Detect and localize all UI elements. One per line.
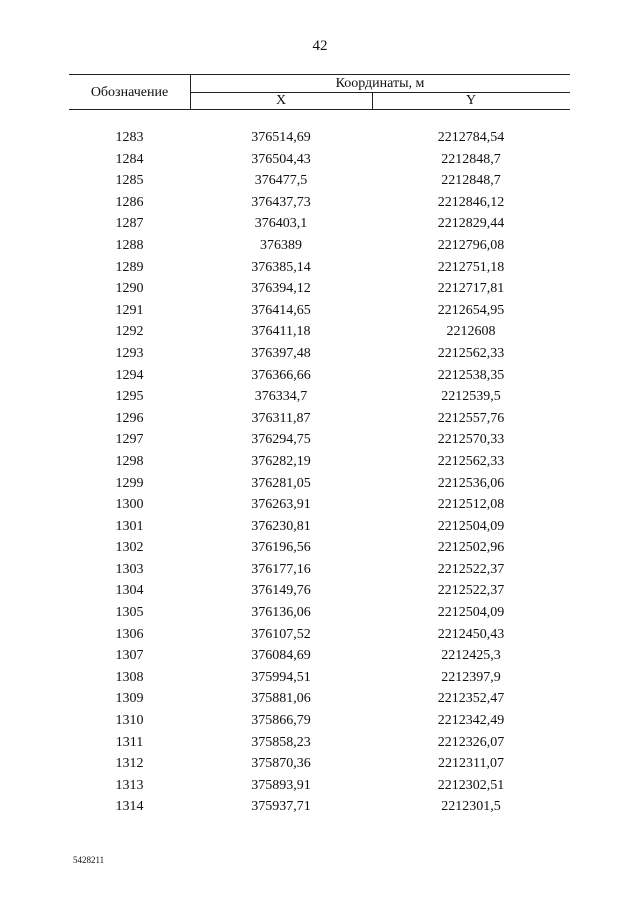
table-row <box>69 559 570 581</box>
table-row <box>69 192 570 214</box>
table-header-bottom-rule <box>69 109 570 110</box>
cell-x: 376514,69 <box>251 130 311 145</box>
cell-designation: 1287 <box>115 216 144 232</box>
cell-x: 376389 <box>260 237 302 253</box>
table-row <box>69 278 570 300</box>
cell-designation: 1297 <box>115 432 144 448</box>
document-code: 5428211 <box>73 855 105 865</box>
cell-designation: 1311 <box>115 734 144 750</box>
cell-designation: 1302 <box>115 540 144 556</box>
cell-y: 2212512,08 <box>437 497 505 513</box>
table-row <box>69 235 570 257</box>
cell-designation: 1308 <box>115 669 144 685</box>
cell-x: 376504,43 <box>251 151 311 167</box>
cell-y: 2212504,09 <box>437 518 505 534</box>
table-row <box>69 473 570 495</box>
table-row <box>69 494 570 516</box>
table-row <box>69 321 570 343</box>
cell-x: 375858,23 <box>251 734 311 750</box>
cell-x: 376196,56 <box>251 540 311 556</box>
cell-designation: 1300 <box>115 497 144 513</box>
cell-x: 376136,06 <box>251 605 311 621</box>
cell-x: 376282,19 <box>251 453 311 469</box>
table-row <box>69 732 570 754</box>
cell-y: 2212539,5 <box>441 389 501 405</box>
cell-designation: 1288 <box>115 237 144 253</box>
cell-x: 376084,69 <box>251 648 311 664</box>
cell-x: 375866,79 <box>251 713 311 729</box>
cell-x: 376411,18 <box>251 324 311 340</box>
cell-y: 2212301,5 <box>441 799 501 815</box>
cell-y: 2212751,18 <box>437 259 505 275</box>
cell-x: 375994,51 <box>251 669 311 685</box>
cell-y: 2212538,35 <box>437 367 505 383</box>
table-row <box>69 537 570 559</box>
cell-x: 375937,71 <box>251 799 311 815</box>
table-row <box>69 688 570 710</box>
cell-designation: 1305 <box>115 605 144 621</box>
table-row <box>69 300 570 322</box>
cell-designation: 1299 <box>115 475 144 491</box>
table-row <box>69 429 570 451</box>
cell-x: 375881,06 <box>251 691 311 707</box>
cell-y: 2212829,44 <box>437 216 505 232</box>
table-row <box>69 408 570 430</box>
cell-x: 375870,36 <box>251 756 311 772</box>
table-row <box>69 170 570 192</box>
table-row <box>69 451 570 473</box>
cell-y: 2212504,09 <box>437 605 505 621</box>
table-row <box>69 753 570 775</box>
cell-designation: 1306 <box>115 626 144 642</box>
cell-designation: 1289 <box>115 259 144 275</box>
cell-x: 376230,81 <box>251 518 311 534</box>
cell-designation: 1298 <box>115 453 144 469</box>
cell-designation: 1301 <box>115 518 144 534</box>
table-row <box>69 667 570 689</box>
table-row <box>69 127 570 149</box>
table-row <box>69 343 570 365</box>
table-row <box>69 645 570 667</box>
cell-designation: 1296 <box>115 410 144 426</box>
cell-y: 2212425,3 <box>441 648 501 664</box>
table-row <box>69 602 570 624</box>
table-row <box>69 516 570 538</box>
cell-designation: 1284 <box>115 151 144 167</box>
cell-x: 376311,87 <box>251 410 311 426</box>
cell-y: 2212848,7 <box>441 151 501 167</box>
cell-designation: 1292 <box>115 324 144 340</box>
header-y: Y <box>465 93 477 108</box>
cell-designation: 1312 <box>115 756 144 772</box>
cell-y: 2212846,12 <box>437 194 505 210</box>
cell-x: 375893,91 <box>251 777 311 793</box>
cell-x: 376366,66 <box>251 367 311 383</box>
cell-x: 376394,12 <box>251 281 311 297</box>
cell-x: 376263,91 <box>251 497 311 513</box>
page-number: 42 <box>312 38 328 54</box>
cell-x: 376294,75 <box>251 432 311 448</box>
cell-x: 376477,5 <box>254 173 308 189</box>
cell-designation: 1295 <box>115 389 144 405</box>
cell-x: 376414,65 <box>251 302 311 318</box>
cell-designation: 1304 <box>115 583 144 599</box>
cell-y: 2212562,33 <box>437 453 505 469</box>
cell-y: 2212784,54 <box>437 130 505 145</box>
header-x: X <box>275 93 287 108</box>
table-row <box>69 386 570 408</box>
cell-designation: 1303 <box>115 561 144 577</box>
cell-y: 2212352,47 <box>437 691 505 707</box>
cell-y: 2212522,37 <box>437 561 505 577</box>
cell-y: 2212848,7 <box>441 173 501 189</box>
cell-y: 2212570,33 <box>437 432 505 448</box>
cell-x: 376149,76 <box>251 583 311 599</box>
cell-designation: 1283 <box>115 130 144 145</box>
table-row <box>69 149 570 171</box>
cell-y: 2212557,76 <box>437 410 505 426</box>
cell-x: 376437,73 <box>251 194 311 210</box>
cell-y: 2212522,37 <box>437 583 505 599</box>
cell-y: 2212326,07 <box>437 734 505 750</box>
cell-y: 2212450,43 <box>437 626 505 642</box>
cell-x: 376397,48 <box>251 345 311 361</box>
table-body <box>69 127 570 818</box>
cell-designation: 1294 <box>115 367 144 383</box>
table-row <box>69 775 570 797</box>
table-row <box>69 796 570 818</box>
cell-y: 2212502,96 <box>437 540 505 556</box>
cell-x: 376177,16 <box>251 561 311 577</box>
cell-y: 2212536,06 <box>437 475 505 491</box>
cell-y: 2212796,08 <box>437 237 505 253</box>
cell-designation: 1307 <box>115 648 144 664</box>
cell-designation: 1286 <box>115 194 144 210</box>
cell-y: 2212717,81 <box>437 281 505 297</box>
table-row <box>69 580 570 602</box>
cell-designation: 1285 <box>115 173 144 189</box>
cell-x: 376107,52 <box>251 626 311 642</box>
cell-y: 2212562,33 <box>437 345 505 361</box>
header-designation: Обозначение <box>90 85 169 100</box>
cell-designation: 1310 <box>115 713 144 729</box>
cell-designation: 1293 <box>115 345 144 361</box>
cell-x: 376334,7 <box>254 389 308 405</box>
table-row <box>69 365 570 387</box>
cell-y: 2212397,9 <box>441 669 501 685</box>
cell-designation: 1291 <box>115 302 144 318</box>
cell-y: 2212302,51 <box>437 777 505 793</box>
table-row <box>69 710 570 732</box>
cell-designation: 1314 <box>115 799 144 815</box>
cell-x: 376385,14 <box>251 259 311 275</box>
cell-y: 2212342,49 <box>437 713 505 729</box>
cell-y: 2212608 <box>446 324 496 340</box>
cell-x: 376281,05 <box>251 475 311 491</box>
table-row <box>69 624 570 646</box>
cell-designation: 1309 <box>115 691 144 707</box>
table-row <box>69 213 570 235</box>
cell-designation: 1313 <box>115 777 144 793</box>
table-top-rule <box>69 74 570 75</box>
table-row <box>69 257 570 279</box>
header-coordinates: Координаты, м <box>335 76 425 91</box>
cell-y: 2212311,07 <box>438 756 504 772</box>
cell-designation: 1290 <box>115 281 144 297</box>
cell-y: 2212654,95 <box>437 302 505 318</box>
cell-x: 376403,1 <box>254 216 308 232</box>
